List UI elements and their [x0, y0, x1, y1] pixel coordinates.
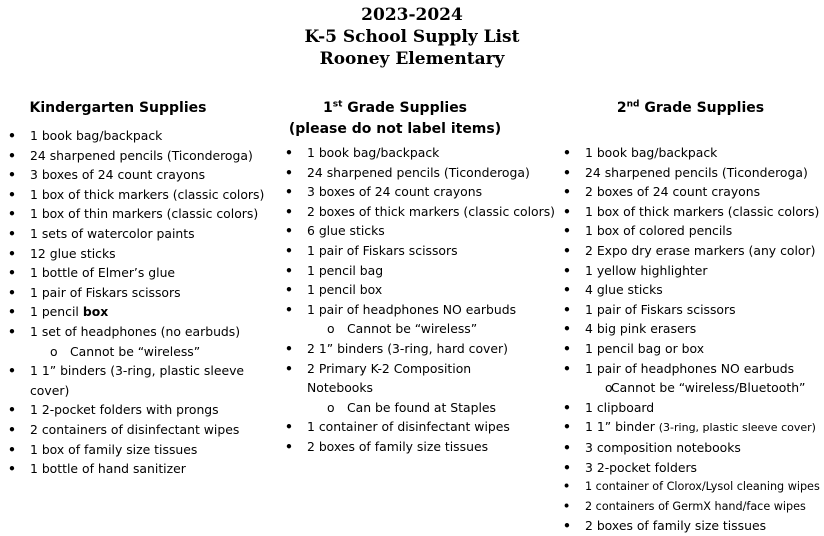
- grade1-note: (please do not label items): [288, 121, 502, 137]
- list-item: • 2 boxes of thick markers (classic colors): [285, 202, 563, 222]
- list-item: • 1 set of headphones (no earbuds): [8, 322, 280, 342]
- list-sub-item: o Cannot be “wireless”: [285, 319, 563, 339]
- list-item: • 24 sharpened pencils (Ticonderoga): [285, 163, 563, 183]
- list-item: • 1 yellow highlighter: [563, 261, 821, 281]
- list-item: • 1 2-pocket folders with prongs: [8, 400, 280, 420]
- list-item: • 2 Expo dry erase markers (any color): [563, 241, 821, 261]
- list-item: • 2 containers of GermX hand/face wipes: [563, 497, 821, 517]
- list-item: • 1 pair of Fiskars scissors: [285, 241, 563, 261]
- list-item: • 2 1” binders (3-ring, hard cover): [285, 339, 563, 359]
- list-item: • 3 boxes of 24 count crayons: [8, 165, 280, 185]
- grade2-column: [563, 98, 821, 536]
- list-item: [8, 302, 280, 322]
- list-item: • 24 sharpened pencils (Ticonderoga): [563, 163, 821, 183]
- grade1-list: [285, 143, 563, 457]
- grade1-column: [285, 98, 563, 457]
- list-item: • 1 box of thick markers (classic colors): [8, 185, 280, 205]
- list-item: • 12 glue sticks: [8, 244, 280, 264]
- list-item: • 1 pencil box: [285, 280, 563, 300]
- list-item: • 1 pair of headphones NO earbuds: [285, 300, 563, 320]
- list-sub-item: o Cannot be “wireless/Bluetooth”: [563, 378, 821, 398]
- list-item: • 1 pair of Fiskars scissors: [8, 283, 280, 303]
- list-item: [563, 417, 821, 438]
- list-item: • 1 bottle of hand sanitizer: [8, 459, 280, 479]
- list-item: • 2 Primary K-2 Composition Notebooks: [285, 359, 487, 398]
- list-item: • 2 containers of disinfectant wipes: [8, 420, 280, 440]
- grade2-list: [563, 143, 821, 536]
- grade2-heading: 2nd Grade Supplies: [616, 99, 765, 116]
- list-item: • 4 big pink erasers: [563, 319, 821, 339]
- list-item: • 3 composition notebooks: [563, 438, 821, 458]
- list-item-text: 1 pencil: [30, 304, 79, 320]
- list-item: • 2 boxes of family size tissues: [563, 516, 821, 536]
- list-item-text: 1 1” binder: [585, 419, 655, 435]
- school-name: Rooney Elementary: [319, 49, 505, 69]
- document-title: K-5 School Supply List: [304, 27, 520, 47]
- list-item: • 1 bottle of Elmer’s glue: [8, 263, 280, 283]
- list-item-detail: (3-ring, plastic sleeve cover): [658, 421, 816, 435]
- list-item: • 3 2-pocket folders: [563, 458, 821, 478]
- list-item: • 1 book bag/backpack: [8, 126, 280, 146]
- kindergarten-list: [8, 126, 280, 479]
- list-item-emphasis: box: [82, 304, 109, 320]
- list-item: • 1 pair of headphones NO earbuds: [563, 359, 821, 379]
- kindergarten-column: [8, 98, 280, 479]
- list-item: • 24 sharpened pencils (Ticonderoga): [8, 146, 280, 166]
- list-item: • 1 box of family size tissues: [8, 440, 280, 460]
- list-item: • 1 pencil bag: [285, 261, 563, 281]
- list-item: • 6 glue sticks: [285, 221, 563, 241]
- list-item: • 1 sets of watercolor paints: [8, 224, 280, 244]
- list-sub-item: o Cannot be “wireless”: [8, 342, 280, 362]
- list-item: • 2 boxes of family size tissues: [285, 437, 563, 457]
- list-item: • 2 boxes of 24 count crayons: [563, 182, 821, 202]
- grade1-heading: 1st Grade Supplies: [322, 99, 468, 116]
- list-item: • 1 book bag/backpack: [563, 143, 821, 163]
- list-item: • 1 container of disinfectant wipes: [285, 417, 563, 437]
- list-item: • 1 clipboard: [563, 398, 821, 418]
- list-item: • 1 box of colored pencils: [563, 221, 821, 241]
- list-item: • 4 glue sticks: [563, 280, 821, 300]
- list-item: • 1 book bag/backpack: [285, 143, 563, 163]
- list-item: • 1 pencil bag or box: [563, 339, 821, 359]
- list-item: • 1 pair of Fiskars scissors: [563, 300, 821, 320]
- list-item: • 1 box of thin markers (classic colors): [8, 204, 280, 224]
- list-item: • 1 1” binders (3-ring, plastic sleeve cover): [8, 361, 280, 400]
- document-year: 2023-2024: [361, 5, 463, 25]
- kindergarten-heading: Kindergarten Supplies: [29, 100, 207, 116]
- list-item: • 3 boxes of 24 count crayons: [285, 182, 563, 202]
- list-item: • 1 box of thick markers (classic colors): [563, 202, 821, 222]
- list-sub-item: o Can be found at Staples: [285, 398, 563, 418]
- list-item: • 1 container of Clorox/Lysol cleaning wipes: [563, 477, 821, 497]
